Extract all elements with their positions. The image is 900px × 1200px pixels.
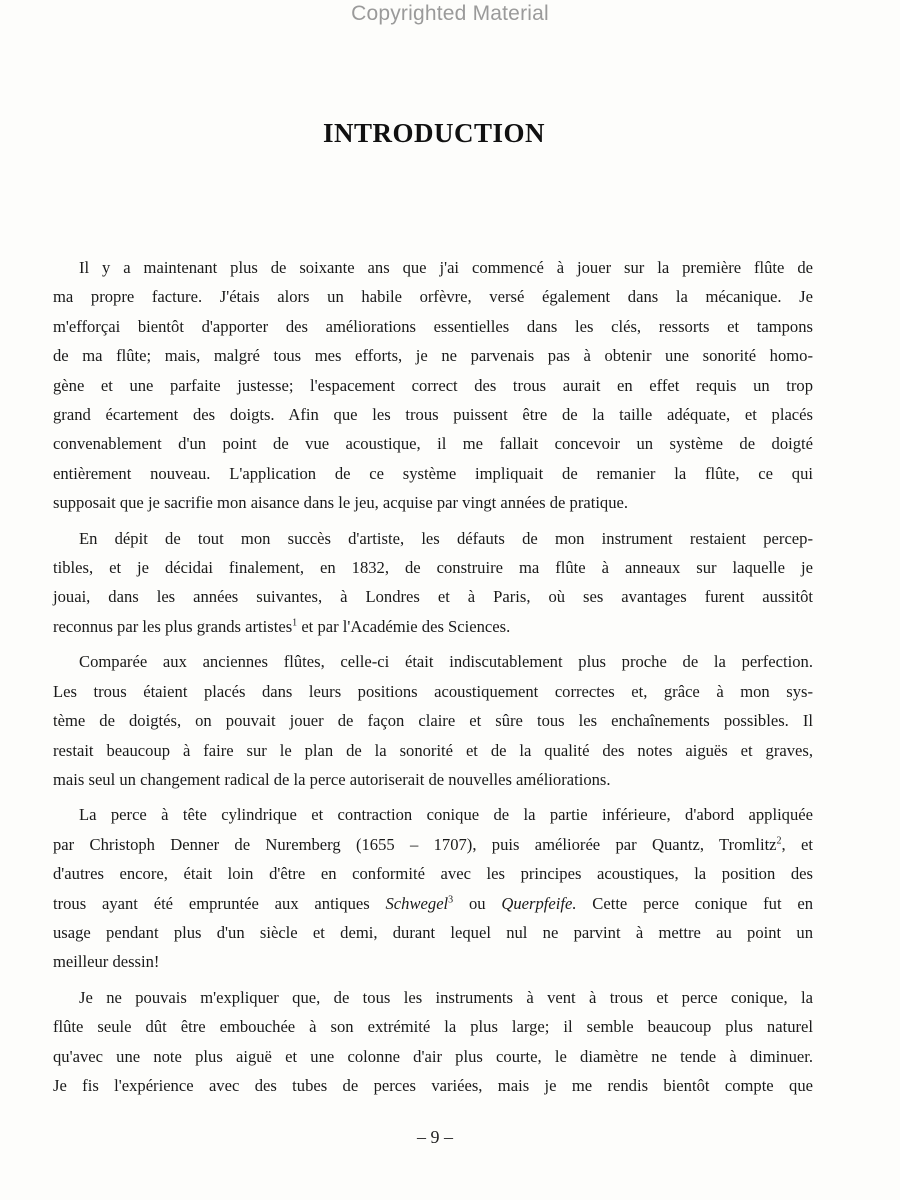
- text-segment: et par l'Académie des Sciences.: [297, 616, 511, 636]
- text-line: Je fis l'expérience avec des tubes de perces variées, mais je me rendis bientôt compte que: [53, 1075, 813, 1095]
- text-line: En dépit de tout mon succès d'artiste, les défauts de mon instrument restaient percep-: [79, 528, 813, 548]
- text-line: [53, 830, 813, 859]
- text-line: supposait que je sacrifie mon aisance dans le jeu, acquise par vingt années de pratique.: [53, 493, 629, 513]
- text-line: [53, 612, 813, 641]
- text-segment: ou: [453, 893, 502, 913]
- paragraph-5: [53, 983, 813, 1101]
- text-line: mais seul un changement radical de la perce autoriserait de nouvelles améliorations.: [53, 769, 611, 789]
- text-line: ma propre facture. J'étais alors un habile orfèvre, versé également dans la mécanique. Je: [53, 287, 813, 307]
- italic-term-schwegel: Schwegel: [385, 893, 449, 913]
- text-line: grand écartement des doigts. Afin que les trous puissent être de la taille adéquate, et placés: [53, 405, 813, 425]
- body-text: [53, 253, 813, 1100]
- paragraph-1: [53, 253, 813, 518]
- text-line: d'autres encore, était loin d'être en conformité avec les principes acoustiques, la position des: [53, 864, 813, 884]
- text-line: Il y a maintenant plus de soixante ans que j'ai commencé à jouer sur la première flûte de: [79, 258, 813, 277]
- text-segment: trous ayant été empruntée aux antiques: [53, 893, 386, 913]
- text-segment: , et: [781, 834, 813, 854]
- text-line: Comparée aux anciennes flûtes, celle-ci était indiscutablement plus proche de la perfection.: [79, 652, 813, 672]
- text-line: flûte seule dût être embouchée à son extrémité la plus large; il semble beaucoup plus naturel: [53, 1017, 813, 1037]
- text-line: Les trous étaient placés dans leurs positions acoustiquement correctes et, grâce à mon sys-: [53, 681, 813, 701]
- text-line: m'efforçai bientôt d'apporter des améliorations essentielles dans les clés, ressorts et tampons: [53, 316, 813, 336]
- text-line: de ma flûte; mais, malgré tous mes efforts, je ne parvenais pas à obtenir une sonorité homo-: [53, 346, 813, 366]
- paragraph-3: [53, 647, 813, 794]
- text-line: convenablement d'un point de vue acoustique, il me fallait concevoir un système de doigté: [53, 434, 813, 454]
- text-line: tème de doigtés, on pouvait jouer de façon claire et sûre tous les enchaînements possibles. Il: [53, 711, 813, 731]
- text-line: restait beaucoup à faire sur le plan de la sonorité et de la qualité des notes aiguës et graves,: [53, 740, 813, 760]
- text-line: qu'avec une note plus aiguë et une colonne d'air plus courte, le diamètre ne tende à diminuer.: [53, 1046, 813, 1066]
- text-segment: Cette perce conique fut en: [576, 893, 814, 913]
- copyright-watermark: Copyrighted Material: [351, 2, 549, 25]
- footnote-marker-3: 3: [448, 894, 454, 905]
- text-segment: reconnus par les plus grands artistes: [53, 616, 293, 636]
- text-line: gène et une parfaite justesse; l'espacement correct des trous aurait en effet requis un trop: [53, 375, 813, 395]
- page-number: – 9 –: [417, 1127, 453, 1147]
- footnote-marker-1: 1: [292, 617, 298, 629]
- text-segment: par Christoph Denner de Nuremberg (1655 – 1707), puis améliorée par Quantz, Tromlitz: [53, 834, 777, 854]
- text-line: meilleur dessin!: [53, 952, 160, 972]
- text-line: jouai, dans les années suivantes, à Londres et à Paris, où ses avantages furent aussitôt: [53, 587, 813, 607]
- text-line: usage pendant plus d'un siècle et demi, durant lequel nul ne parvint à mettre au point un: [53, 922, 813, 942]
- paragraph-2: [53, 524, 813, 642]
- italic-term-querpfeife: Querpfeife.: [501, 893, 577, 913]
- text-line: La perce à tête cylindrique et contraction conique de la partie inférieure, d'abord appliquée: [79, 805, 813, 825]
- text-line: [53, 889, 813, 918]
- page-title: INTRODUCTION: [322, 118, 546, 149]
- text-line: Je ne pouvais m'expliquer que, de tous les instruments à vent à trous et perce conique, la: [79, 987, 813, 1007]
- footnote-marker-2: 2: [776, 835, 782, 847]
- text-line: entièrement nouveau. L'application de ce système impliquait de remanier la flûte, ce qui: [53, 463, 813, 483]
- paragraph-4: [53, 800, 813, 976]
- text-line: tibles, et je décidai finalement, en 1832, de construire ma flûte à anneaux sur laquelle je: [53, 558, 813, 578]
